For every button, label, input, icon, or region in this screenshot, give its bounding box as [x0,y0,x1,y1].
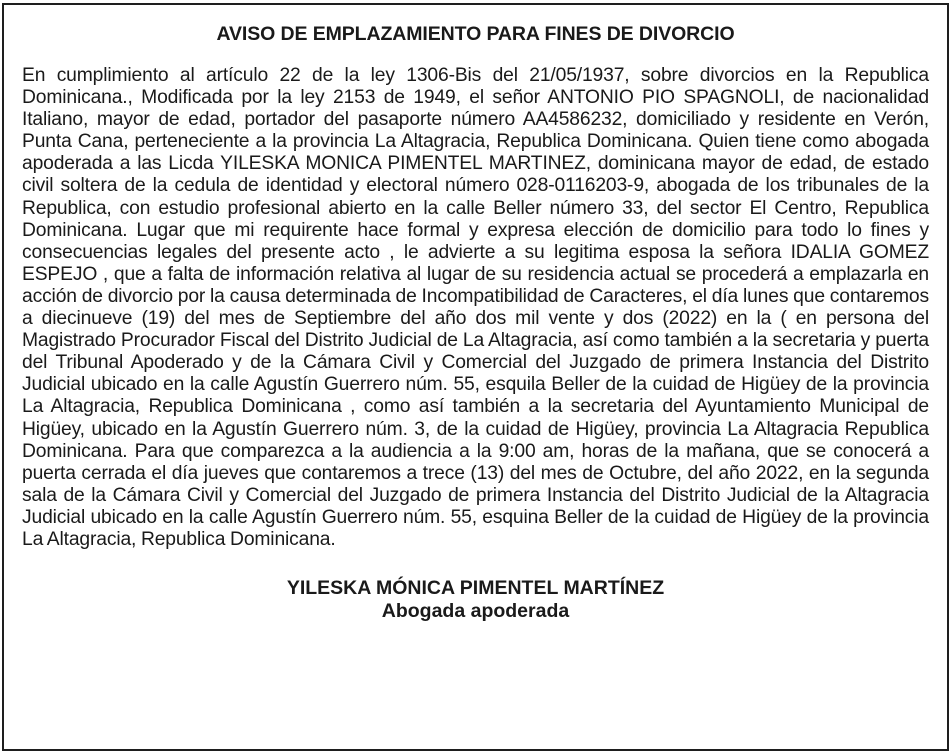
signature-name: YILESKA MÓNICA PIMENTEL MARTÍNEZ [286,577,665,600]
signature-block [22,577,929,623]
signature-role: Abogada apoderada [381,600,570,623]
notice-body: En cumplimiento al artículo 22 de la ley 1306-Bis del 21/05/1937, sobre divorcios en la Republica Dominicana., Modificada por la ley 2153 de 1949, el señor ANTONIO PIO SPAGNOLI, de nacionalidad Italiano, mayor de edad, portador del pasaporte número AA4586232, domiciliado y residente en Verón, Punta Cana, perteneciente a la provincia La Altagracia, Republica Dominicana. Quien tiene como abogada apoderada a las Licda YILESKA MONICA PIMENTEL MARTINEZ, dominicana mayor de edad, de estado civil soltera de la cedula de identidad y electoral número 028-0116203-9, abogada de los tribunales de la Republica, con estudio profesional abierto en la calle Beller número 33, del sector El Centro, Republica Dominicana. Lugar que mi requirente hace formal y expresa elección de domicilio para todo lo fines y consecuencias legales del presente acto , le advierte a su legitima esposa la señora IDALIA GOMEZ ESPEJO , que a falta de información relativa al lugar de su residencia actual se procederá a emplazarla en acción de divorcio por la causa determinada de Incompatibilidad de Caracteres, el día lunes que contaremos a diecinueve (19) del mes de Septiembre del año dos mil vente y dos (2022) en la ( en persona del Magistrado Procurador Fiscal del Distrito Judicial de La Altagracia, así como también a la secretaria y puerta del Tribunal Apoderado y de la Cámara Civil y Comercial del Juzgado de primera Instancia del Distrito Judicial ubicado en la calle Agustín Guerrero núm. 55, esquila Beller de la cuidad de Higüey de la provincia La Altagracia, Republica Dominicana , como así también a la secretaria del Ayuntamiento Municipal de Higüey, ubicado en la Agustín Guerrero núm. 3, de la cuidad de Higüey, provincia La Altagracia Republica Dominicana. Para que comparezca a la audiencia a la 9:00 am, horas de la mañana, que se conocerá a puerta cerrada el día jueves que contaremos a trece (13) del mes de Octubre, del año 2022, en la segunda sala de la Cámara Civil y Comercial del Juzgado de primera Instancia del Distrito Judicial de la Altagracia Judicial ubicado en la calle Agustín Guerrero núm. 55, esquina Beller de la cuidad de Higüey de la provincia La Altagracia, Republica Dominicana. [22,65,929,550]
legal-notice [2,3,949,751]
notice-title: AVISO DE EMPLAZAMIENTO PARA FINES DE DIVORCIO [216,23,735,45]
